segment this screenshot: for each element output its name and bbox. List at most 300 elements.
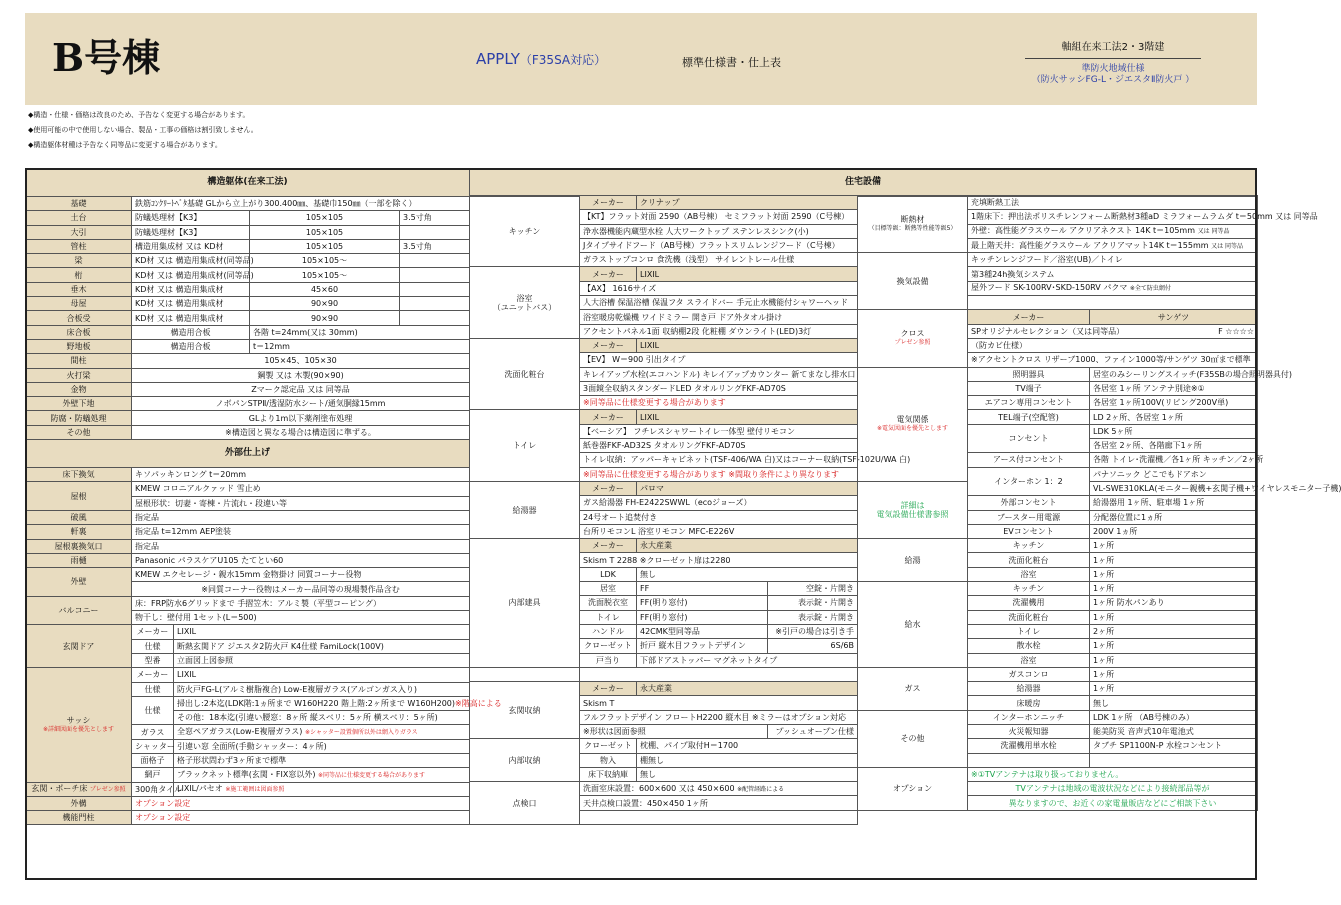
- spec-line: [968, 238, 1258, 252]
- cat-insulation-label: 断熱材: [900, 215, 925, 225]
- sub-label: 仕様: [132, 696, 174, 725]
- sub-label: 散水栓: [968, 639, 1090, 653]
- sub-label: ブースター用電源: [968, 510, 1090, 524]
- maker-name: 永大産業: [637, 682, 858, 696]
- sub-label: 洗面化粧台: [968, 553, 1090, 567]
- row-note: 3.5寸角: [400, 211, 470, 225]
- vent-hood: 屋外フード SK-100RV･SKD-150RV パクマ: [971, 283, 1128, 293]
- row-label: バルコニー: [26, 596, 132, 625]
- fire-spec-line2: （防火サッシFG-L・ジエスタⅡ防火戸 ）: [1031, 75, 1195, 85]
- row-value: KD材 又は 構造用集成材(同等品): [132, 268, 250, 282]
- spec-line: パナソニック どこでもドアホン: [1090, 467, 1258, 481]
- row-value: 鉄筋ｺﾝｸﾘｰﾄﾍﾞﾀ基礎 GLから立上がり300.400㎜、基礎巾150㎜（一部を除く）: [132, 197, 470, 211]
- sub-label: EVコンセント: [968, 524, 1090, 538]
- spec-line: 【AX】 1616サイズ: [580, 281, 858, 295]
- sub-label: 照明器具: [968, 367, 1090, 381]
- spec-line: Skism T 2288 ※クローゼット扉は2280: [580, 553, 858, 567]
- fire-spec-line1: 準防火地域仕様: [1081, 64, 1145, 74]
- inspection-floor: 洗面室床設置：600×600 又は 450×600: [583, 783, 735, 793]
- spec-line: ※形状は図面参照: [580, 724, 768, 738]
- spec-line: 分配器位置に1ヵ所: [1090, 510, 1258, 524]
- row-label: 金物: [26, 382, 132, 396]
- product-sub: （F35SA対応）: [519, 53, 607, 67]
- spec-line: LDK 1ヶ所 （AB号棟のみ）: [1090, 710, 1258, 724]
- row-note: [400, 282, 470, 296]
- sub-label: 給湯器: [968, 682, 1090, 696]
- maker-name: LIXIL: [637, 267, 858, 281]
- spec-line: 3面鏡全収納スタンダードLED タオルリングFKF-AD70S: [580, 381, 858, 395]
- row-label: 外構: [26, 796, 132, 810]
- spec-line: 【KT】フラット対面 2590（AB号棟） セミフラット対面 2590（C号棟）: [580, 210, 858, 224]
- spec-line: VL-SWE310KLA(モニター親機+玄関子機+ワイヤレスモニター子機): [1090, 481, 1258, 495]
- spec-line: LD 2ヶ所、各居室 1ヶ所: [1090, 410, 1258, 424]
- spec-line: 1ヶ所: [1090, 682, 1258, 696]
- cat-internal-storage: 内部収納: [470, 739, 580, 782]
- row-label: [26, 782, 132, 796]
- cat-bath-label: 浴室: [516, 293, 533, 303]
- sash-sweep-note: ※階高による: [455, 698, 502, 708]
- sub-label: メーカー: [132, 625, 174, 639]
- spec-line: ガラストップコンロ 食洗機（浅型） サイレントレール仕様: [580, 253, 858, 267]
- row-note: [400, 297, 470, 311]
- sub-label: 面格子: [132, 753, 174, 767]
- spec-line: LDK 5ヶ所: [1090, 424, 1258, 438]
- cat-inspection: 点検口: [470, 782, 580, 825]
- maker-label: メーカー: [580, 410, 637, 424]
- row-size: t＝12mm: [250, 339, 470, 353]
- cat-vanity: 洗面化粧台: [470, 338, 580, 409]
- spec-line: 1ヶ所: [1090, 653, 1258, 667]
- cat-cloth-sub: プレゼン参照: [894, 339, 931, 347]
- row-note: ※同質コーナー役物はメーカー品同等の現場製作品含む: [132, 582, 470, 596]
- option-note: ※①TVアンテナは取り扱っておりません。: [968, 767, 1258, 781]
- spec-line: （防カビ仕様）: [968, 338, 1258, 352]
- sub-label: 物入: [580, 753, 637, 767]
- spec-line: 折戸 縦木目フラットデザイン: [637, 639, 768, 653]
- row-value: その他：18本迄(引違い腰窓：8ヶ所 縦スベリ：5ヶ所 横スベリ：5ヶ所): [174, 711, 470, 725]
- sub-label: インターホン 1：2: [968, 467, 1090, 496]
- row-label: 外壁: [26, 568, 132, 597]
- entry-floor-product: LIXIL/パセオ: [177, 784, 223, 794]
- spec-line: [968, 210, 1318, 224]
- row-value: LIXIL: [174, 625, 470, 639]
- screen-note: ※同等品に仕様変更する場合があります: [318, 771, 426, 779]
- spec-line: キレイアップ水栓(エコハンドル) キレイアップカウンター 新てまなし排水口: [580, 367, 858, 381]
- spec-line: [968, 224, 1258, 238]
- row-size: 各階 t=24mm(又は 30mm): [250, 325, 470, 339]
- spec-line: 24号オート追焚付き: [580, 510, 858, 524]
- sub-label: キッチン: [968, 582, 1090, 596]
- product-name: [476, 50, 606, 68]
- row-value: ノボパンSTPⅡ/透湿防水シート/通気胴縁15mm: [132, 397, 470, 411]
- row-label: 梁: [26, 254, 132, 268]
- spec-line: ※同等品に仕様変更する場合があります ※間取り条件により異なります: [580, 467, 858, 481]
- option-note: TVアンテナは地域の電波状況などにより接続部品等が: [968, 782, 1258, 796]
- note: ◆使用可能の中で使用しない場合、製品・工事の価格は割引致しません。: [28, 126, 258, 134]
- sub-label: 網戸: [132, 768, 174, 782]
- maker-label: メーカー: [580, 338, 637, 352]
- sub-label: LDK: [580, 567, 637, 581]
- spec-line: 1ヶ所: [1090, 639, 1258, 653]
- sub-label: TEL端子(空配管): [968, 410, 1090, 424]
- sub-label: クローゼット: [580, 639, 637, 653]
- maker-label: メーカー: [580, 539, 637, 553]
- row-value: KD材 又は 構造用集成材(同等品): [132, 254, 250, 268]
- spec-line: 浄水器機能内蔵型水栓 人大ワークトップ ステンレスシンク(小): [580, 224, 858, 238]
- spec-line: 枕棚、パイプ取付H＝1700: [637, 739, 858, 753]
- spec-line: 【ベーシア】 フチレスシャワートイレ一体型 壁付リモコン: [580, 424, 858, 438]
- spec-line: 42CMK型同等品: [637, 624, 768, 638]
- row-value: Panasonic パラスケアU105 たてとい60: [132, 553, 470, 567]
- sub-label: 戸当り: [580, 653, 637, 667]
- spec-line: 浴室暖房乾燥機 ワイドミラー 開き戸 ドア外タオル掛け: [580, 310, 858, 324]
- spec-line: フルフラットデザイン フロートH2200 縦木目 ※ミラーはオプション対応: [580, 710, 858, 724]
- insulation-wall-note: 又は 同等品: [1197, 228, 1230, 236]
- cat-cloth-label: クロス: [900, 329, 925, 339]
- sub-label: 床下収納庫: [580, 767, 637, 781]
- maker-name: 永大産業: [637, 539, 858, 553]
- row-value: KMEW エクセレージ・親水15mm 金物掛け 同質コーナー役物: [132, 568, 470, 582]
- equipment-title: 住宅設備: [470, 169, 1257, 197]
- row-value: 物干し：壁付用 1セット(L＝500): [132, 611, 470, 625]
- spec-line: 天井点検口設置：450×450 1ヶ所: [580, 796, 858, 810]
- spec-line: 台所リモコンL 浴室リモコン MFC-E226V: [580, 524, 858, 538]
- spec-line: 1ヶ所: [1090, 539, 1258, 553]
- spec-line: 1ヶ所 防水パンあり: [1090, 596, 1258, 610]
- cat-bath-sub: （ユニットバス）: [492, 302, 557, 312]
- row-size: 105×105～: [250, 268, 400, 282]
- cat-toilet: トイレ: [470, 410, 580, 481]
- cat-other: その他: [858, 710, 968, 767]
- product-name-main: APPLY: [476, 50, 520, 68]
- row-label: 床合板: [26, 325, 132, 339]
- row-value: キソパッキンロング t＝20mm: [132, 468, 470, 482]
- maker-name: サンゲツ: [1090, 310, 1258, 324]
- sub-label: メーカー: [132, 668, 174, 682]
- sub-label: 仕様: [132, 682, 174, 696]
- spec-note: プッシュオープン仕様: [768, 724, 858, 738]
- row-label: 桁: [26, 268, 132, 282]
- row-size: 90×90: [250, 297, 400, 311]
- spec-line: ガス給湯器 FH-E2422SWWL（ecoジョーズ）: [580, 496, 858, 510]
- screen-spec: ブラックネット標準(玄関・FIX窓以外): [177, 769, 316, 779]
- row-value: 構造用合板: [132, 325, 250, 339]
- spec-line: 棚無し: [637, 753, 858, 767]
- spec-note: 6S/6B: [768, 639, 858, 653]
- spec-line: 各居室 2ヶ所、各階廊下1ヶ所: [1090, 439, 1258, 453]
- spec-line: 各居室 1ヶ所 アンテナ別途※①: [1090, 381, 1258, 395]
- sub-label: アース付コンセント: [968, 453, 1090, 467]
- sub-label: キッチン: [968, 539, 1090, 553]
- glass-note: ※シャッター設置個所以外は網入りガラス: [304, 729, 418, 737]
- row-size: 105×105: [250, 239, 400, 253]
- row-label: 野地板: [26, 339, 132, 353]
- sub-label: シャッター: [132, 739, 174, 753]
- equipment-header: [469, 168, 1257, 197]
- row-size: 105×105: [250, 225, 400, 239]
- note: ◆構造・仕様・価格は改良のため、予告なく変更する場合があります。: [28, 111, 250, 119]
- spec-line: キッチンレンジフード／浴室(UB)／トイレ: [968, 253, 1258, 267]
- equipment-table: [469, 195, 911, 825]
- spec-line: 人大浴槽 保温浴槽 保温フタ スライドバー 手元止水機能付シャワーヘッド: [580, 296, 858, 310]
- row-note: 3.5寸角: [400, 239, 470, 253]
- maker-name: クリナップ: [637, 196, 858, 210]
- sub-label: 外部コンセント: [968, 496, 1090, 510]
- entry-floor-range: ※施工範囲は図面参照: [225, 786, 285, 794]
- sub-label: 洗面化粧台: [968, 610, 1090, 624]
- row-value: 防蟻処理材【K3】: [132, 225, 250, 239]
- row-value: [174, 768, 470, 782]
- maker-name: LIXIL: [637, 410, 858, 424]
- row-size: 45×60: [250, 282, 400, 296]
- insulation-ceiling-note: 又は 同等品: [1211, 242, 1244, 250]
- row-value: 床：FRP防水6グリッドまで 手摺笠木：アルミ製（平型コーピング）: [132, 596, 470, 610]
- row-value: 指定品: [132, 510, 470, 524]
- row-value: GLより1m以下薬剤塗布処理: [132, 411, 470, 425]
- spec-line: FF(明り窓付): [637, 596, 768, 610]
- row-size: 90×90: [250, 311, 400, 325]
- blank-cell: [1090, 753, 1258, 767]
- row-value: オプション設定: [132, 811, 470, 825]
- spec-line: 1ヶ所: [1090, 553, 1258, 567]
- spec-line: FF(明り窓付): [637, 610, 768, 624]
- row-value: [174, 725, 470, 739]
- row-value: 屋根形状：切妻・寄棟・片流れ・段違い等: [132, 496, 470, 510]
- spec-line: [968, 281, 1258, 295]
- spec-line: 給湯器用 1ヶ所、駐車場 1ヶ所: [1090, 496, 1258, 510]
- spec-line: タブチ SP1100N-P 水栓コンセント: [1090, 739, 1258, 753]
- exterior-title: 外部仕上げ: [26, 440, 470, 468]
- cat-electric-detail: [858, 481, 968, 538]
- row-value: 構造用集成材 又は KD材: [132, 239, 250, 253]
- sub-label: 仕様: [132, 639, 174, 653]
- sub-label: 洗濯機用単水栓: [968, 739, 1090, 753]
- cloth-grade: F ☆☆☆☆: [1218, 326, 1254, 336]
- row-note: [400, 254, 470, 268]
- row-value: 格子形状問わず3ヶ所まで標準: [174, 753, 470, 767]
- sub-label: コンセント: [968, 424, 1090, 453]
- row-label: 床下換気: [26, 468, 132, 482]
- row-value: 防蟻処理材【K3】: [132, 211, 250, 225]
- sub-label: ハンドル: [580, 624, 637, 638]
- spec-line: 無し: [1090, 696, 1258, 710]
- blank-cell: [470, 667, 580, 681]
- cat-option: オプション: [858, 767, 968, 810]
- sub-label: ガスコンロ: [968, 667, 1090, 681]
- insulation-floor-note: 又は 同等品: [1275, 212, 1318, 222]
- sash-note: ※詳細図面を優先とします: [42, 725, 115, 733]
- spec-note: ※引戸の場合は引き手: [768, 624, 858, 638]
- row-value: 指定品: [132, 539, 470, 553]
- row-label: 軒裏: [26, 525, 132, 539]
- sub-label: ガラス: [132, 725, 174, 739]
- cat-hotwater: 給湯: [858, 539, 968, 582]
- blank-cell: [968, 753, 1090, 767]
- maker-label: メーカー: [580, 481, 637, 495]
- maker-label: メーカー: [968, 310, 1090, 324]
- spec-line: [580, 782, 858, 796]
- insulation-floor: 1階床下：押出法ポリスチレンフォーム断熱材3種aD ミラフォームラムダ t＝50mm: [971, 212, 1273, 222]
- header-banner: [25, 13, 1257, 105]
- spec-line: 200V 1ヵ所: [1090, 524, 1258, 538]
- cat-fittings: 内部建具: [470, 539, 580, 668]
- elec-detail-line1: 詳細は: [900, 501, 925, 511]
- fire-spec: [1025, 64, 1201, 86]
- row-value: KD材 又は 構造用集成材: [132, 282, 250, 296]
- row-value: 防火戸FG-L(アルミ樹脂複合) Low-E複層ガラス(アルゴンガス入り): [174, 682, 470, 696]
- cat-electric: [858, 367, 968, 481]
- row-value: KD材 又は 構造用集成材: [132, 297, 250, 311]
- sub-label: インターホンニッチ: [968, 710, 1090, 724]
- row-value: Zマーク認定品 又は 同等品: [132, 382, 470, 396]
- spec-line: 1ヶ所: [1090, 667, 1258, 681]
- blank-cell: [580, 667, 858, 681]
- row-note: [400, 311, 470, 325]
- spec-line: Jタイプサイドフード（AB号棟）フラットスリムレンジフード（C号棟）: [580, 238, 858, 252]
- row-label: 大引: [26, 225, 132, 239]
- entry-floor-label: 玄関・ポーチ床: [31, 784, 88, 794]
- spec-line: ※アクセントクロス リザーブ1000、ファイン1000等/サンゲツ 30㎡まで標準: [968, 353, 1258, 367]
- structure-type: 軸組在来工法2・3階建: [1061, 42, 1165, 53]
- row-value: 引違い窓 全面所(手動シャッター：4ヶ所): [174, 739, 470, 753]
- maker-label: メーカー: [580, 267, 637, 281]
- sub-label: 浴室: [968, 653, 1090, 667]
- row-value: 立面図上図参照: [174, 653, 470, 667]
- sub-label: 床暖房: [968, 696, 1090, 710]
- cat-cloth: [858, 310, 968, 367]
- row-label: 間柱: [26, 354, 132, 368]
- spec-line: 1ヶ所: [1090, 582, 1258, 596]
- row-value: LIXIL: [174, 668, 470, 682]
- blank-cell: [968, 296, 1258, 310]
- maker-label: メーカー: [580, 196, 637, 210]
- cat-insulation: [858, 196, 968, 253]
- sub-label: 洗濯機用: [968, 596, 1090, 610]
- cat-bath: [470, 267, 580, 338]
- spec-line: 紙巻器FKF-AD32S タオルリングFKF-AD70S: [580, 439, 858, 453]
- equipment-table-right: [857, 195, 1341, 811]
- spec-line: トイレ収納：アッパーキャビネット(TSF-406/WA 白)又はコーナー収納(TSF-102U/WA 白): [580, 453, 858, 467]
- maker-label: メーカー: [580, 682, 637, 696]
- row-label: 屋根裏換気口: [26, 539, 132, 553]
- spec-line: 各階 トイレ･洗濯機／各1ヶ所 キッチン／2ヶ所: [1090, 453, 1258, 467]
- blank-cell: [580, 810, 858, 824]
- cat-supply: 給水: [858, 582, 968, 668]
- sub-label: クローゼット: [580, 739, 637, 753]
- maker-name: LIXIL: [637, 338, 858, 352]
- row-label: 屋根: [26, 482, 132, 511]
- sub-label: トイレ: [968, 624, 1090, 638]
- spec-note: 表示錠・片開き: [768, 596, 858, 610]
- sub-label: エアコン専用コンセント: [968, 396, 1090, 410]
- spec-line: 2ヶ所: [1090, 624, 1258, 638]
- structure-table: [25, 168, 502, 825]
- row-value: 105×45、105×30: [132, 354, 470, 368]
- row-note: [400, 225, 470, 239]
- spec-line: 下部ドアストッパー マグネットタイプ: [637, 653, 858, 667]
- row-size: 105×105: [250, 211, 400, 225]
- spec-line: 第3種24h換気システム: [968, 267, 1258, 281]
- row-value: ※構造図と異なる場合は構造図に準ずる。: [132, 425, 470, 439]
- spec-line: 1ヶ所: [1090, 567, 1258, 581]
- row-value: 構造用合板: [132, 339, 250, 353]
- cat-insulation-sub: （目標等級：断熱等性能等級5）: [868, 225, 957, 233]
- spec-note: 表示錠・片開き: [768, 610, 858, 624]
- row-value: 300角タイル: [132, 782, 174, 796]
- row-value: 断熱玄関ドア ジエスタ2防火戸 K4仕様 FamiLock(100V): [174, 639, 470, 653]
- row-size: 105×105～: [250, 254, 400, 268]
- spec-line: 能美防災 音声式10年電池式: [1090, 724, 1258, 738]
- spec-line: FF: [637, 582, 768, 596]
- row-label: 破風: [26, 510, 132, 524]
- spec-line: 【EV】 W＝900 引出タイプ: [580, 353, 858, 367]
- spec-line: 充填断熱工法: [968, 196, 1258, 210]
- row-value: [174, 782, 470, 796]
- cat-electric-sub: ※電気図面を優先とします: [876, 425, 949, 433]
- header-divider: [1025, 58, 1201, 59]
- row-label: 基礎: [26, 197, 132, 211]
- sub-label: 浴室: [968, 567, 1090, 581]
- row-label: 外壁下地: [26, 397, 132, 411]
- cat-water-heater: 給湯器: [470, 481, 580, 538]
- insulation-ceiling: 最上階天井：高性能グラスウール アクリアマット14K t＝155mm: [971, 240, 1209, 250]
- row-label: 火打梁: [26, 368, 132, 382]
- row-label: 雨樋: [26, 553, 132, 567]
- sash-label: サッシ: [66, 715, 91, 725]
- sub-label: 型番: [132, 653, 174, 667]
- inspection-floor-note: ※配管経路による: [737, 785, 785, 793]
- spec-line: 各居室 1ヶ所100V(リビング200V単): [1090, 396, 1258, 410]
- row-label: 防腐・防蟻処理: [26, 411, 132, 425]
- spec-line: 無し: [637, 767, 858, 781]
- row-label: その他: [26, 425, 132, 439]
- row-value: [174, 696, 502, 710]
- sub-label: 洗面脱衣室: [580, 596, 637, 610]
- glass-spec: 全窓ペアガラス(Low-E複層ガラス): [177, 727, 303, 737]
- sub-label: トイレ: [580, 610, 637, 624]
- elec-detail-line2: 電気設備仕様書参照: [876, 510, 949, 520]
- option-note: 異なりますので、お近くの家電量販店などにご相談下さい: [968, 796, 1258, 810]
- maker-name: パロマ: [637, 481, 858, 495]
- row-value: 指定品 t=12mm AEP塗装: [132, 525, 470, 539]
- spec-title: 標準仕様書・仕上表: [682, 56, 781, 69]
- row-value: 鋼製 又は 木製(90×90): [132, 368, 470, 382]
- building-name: B号棟: [52, 35, 161, 80]
- row-value: KD材 又は 構造用集成材: [132, 311, 250, 325]
- row-label: [26, 668, 132, 782]
- sub-label: 火災報知器: [968, 724, 1090, 738]
- cat-ventilation: 換気設備: [858, 253, 968, 310]
- spec-line: 無し: [637, 567, 858, 581]
- spec-line: 居室のみシーリングスイッチ(F35SBの場合照明器具付): [1090, 367, 1258, 381]
- entry-floor-note: プレゼン参照: [89, 786, 126, 794]
- row-label: 垂木: [26, 282, 132, 296]
- sub-label: TV端子: [968, 381, 1090, 395]
- row-label: 管柱: [26, 239, 132, 253]
- spec-line: ※同等品に仕様変更する場合があります: [580, 396, 858, 410]
- sub-label: 居室: [580, 582, 637, 596]
- sash-sweep: 掃出し:2本迄(LDK階:1ヵ所まで W160H220 階上階:2ヶ所まで W160H200): [177, 698, 456, 708]
- spec-line: Skism T: [580, 696, 858, 710]
- insulation-wall: 外壁：高性能グラスウール アクリアネクスト 14K t＝105mm: [971, 226, 1196, 236]
- row-label: 合板受: [26, 311, 132, 325]
- row-label: 玄関ドア: [26, 625, 132, 668]
- cat-entry-storage: 玄関収納: [470, 682, 580, 739]
- row-label: 機能門柱: [26, 811, 132, 825]
- spec-line: [968, 324, 1258, 338]
- spec-line: 1ヶ所: [1090, 610, 1258, 624]
- spec-line: アクセントパネル1面 収納棚2段 化粧棚 ダウンライト(LED)3灯: [580, 324, 858, 338]
